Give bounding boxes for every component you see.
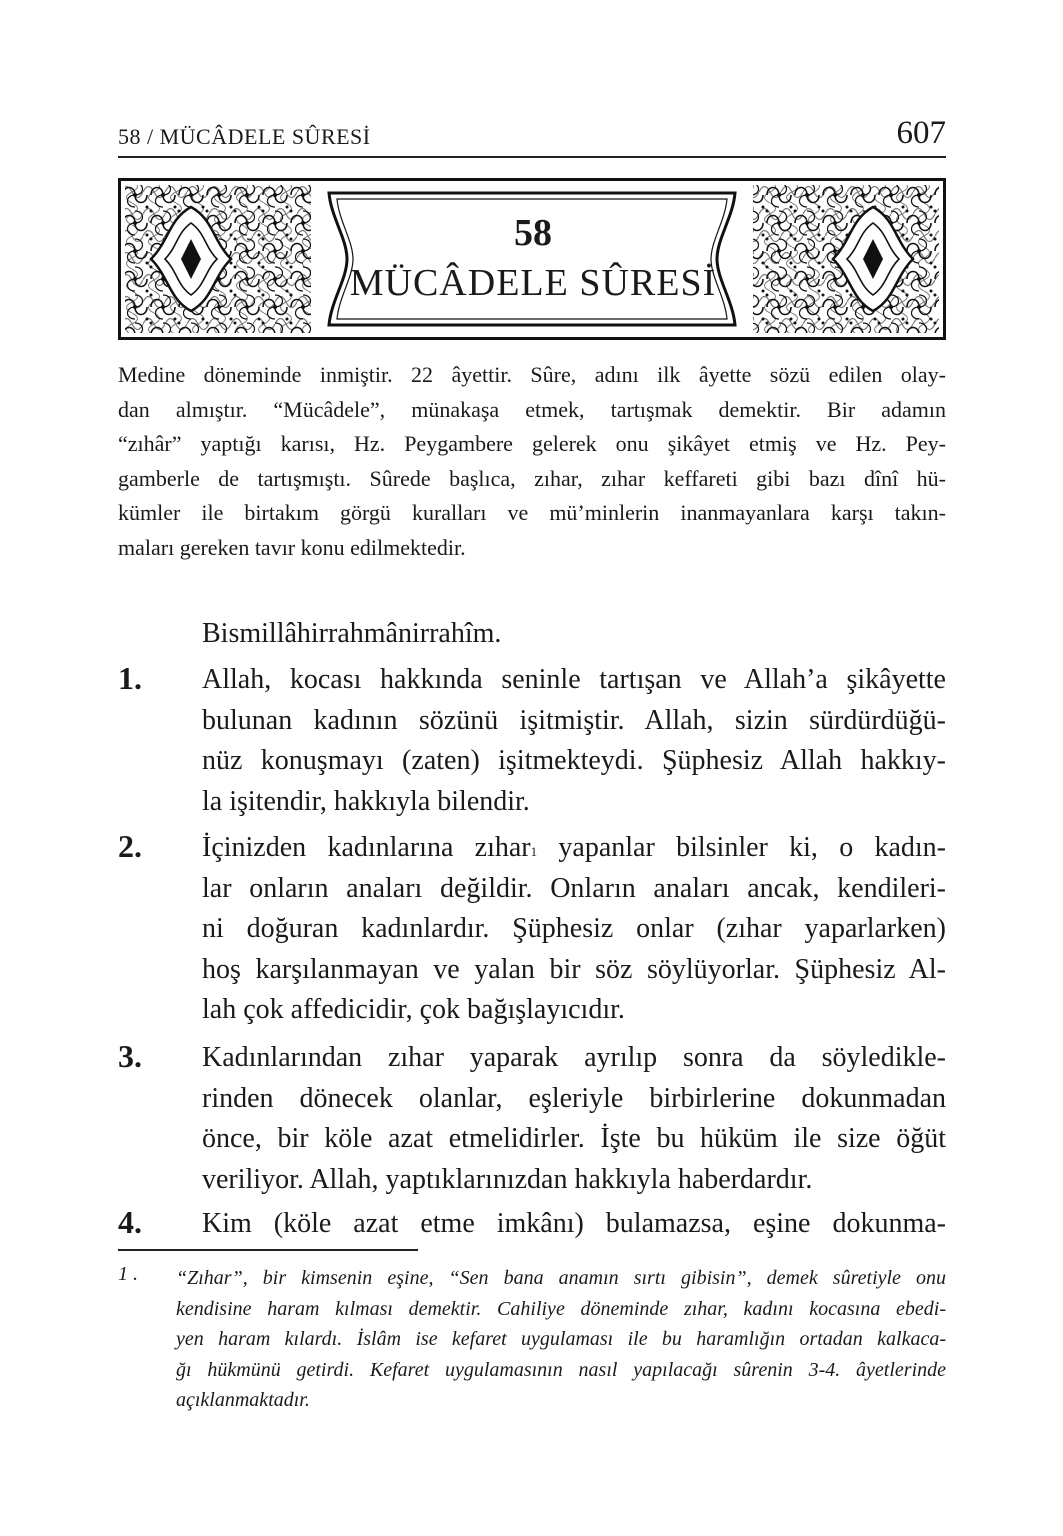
intro-line: maları gereken tavır konu edilmektedir. bbox=[118, 534, 466, 560]
verse-line: Kadınlarından zıhar yaparak ayrılıp sonra da söyledikle- bbox=[202, 1042, 946, 1073]
verse-line: la işitendir, hakkıyla bilendir. bbox=[202, 785, 530, 817]
verse-line-part: İçinizden kadınlarına zıhar bbox=[202, 832, 531, 863]
verse-line: Allah, kocası hakkında seninle tartışan ve Allah’a şikâyette bbox=[202, 664, 946, 695]
verse-text bbox=[202, 1038, 946, 1200]
intro-line: kümler ile birtakım görgü kuralları ve mü’minlerin inanmayanlara karşı takın- bbox=[118, 500, 946, 525]
verse-line: rinden dönecek olanlar, eşleriyle birbirlerine dokunmadan bbox=[202, 1082, 946, 1114]
footnote-divider bbox=[118, 1249, 418, 1251]
sura-title-cartouche bbox=[313, 189, 753, 331]
sura-number: 58 bbox=[514, 212, 552, 254]
footnote-line: açıklanmaktadır. bbox=[176, 1389, 310, 1411]
intro-line: dan almıştır. “Mücâdele”, münakaşa etmek, tartışmak demektir. Bir adamın bbox=[118, 396, 946, 422]
footnote-line: yen haram kılardı. İslâm ise kefaret uygulaması ile bu haramlığın ortadan kalkaca- bbox=[176, 1328, 946, 1350]
verse-line-part: yapanlar bilsinler ki, o kadın- bbox=[537, 832, 946, 863]
verse-text bbox=[202, 828, 946, 1031]
verse-line: Kim (köle azat etme imkânı) bulamazsa, eşine dokunma- bbox=[202, 1208, 946, 1239]
running-header bbox=[118, 116, 946, 158]
verse-line: önce, bir köle azat etmelidirler. İşte bu hüküm ile size öğüt bbox=[202, 1123, 946, 1154]
footnote-line: ğı hükmünü getirdi. Kefaret uygulamasının nasıl yapılacağı sûrenin 3-4. âyetlerinde bbox=[176, 1358, 946, 1381]
sura-banner bbox=[118, 178, 946, 340]
footnote-line: “Zıhar”, bir kimsenin eşine, “Sen bana anamın sırtı gibisin”, demek sûretiyle onu bbox=[176, 1267, 946, 1289]
verse-line: ni doğuran kadınlardır. Şüphesiz onlar (zıhar yaparlarken) bbox=[202, 913, 946, 944]
sura-introduction bbox=[118, 358, 946, 565]
verse-number: 2. bbox=[118, 828, 142, 864]
footnote-text bbox=[176, 1263, 946, 1416]
intro-line: “zıhâr” yaptığı karısı, Hz. Peygambere gelerek onu şikâyet etmiş ve Hz. Pey- bbox=[118, 431, 946, 456]
intro-line: Medine döneminde inmiştir. 22 âyettir. Sûre, adını ilk âyette sözü edilen olay- bbox=[118, 362, 946, 387]
verse-line: lah çok affedicidir, çok bağışlayıcıdır. bbox=[202, 994, 625, 1025]
verse-line: lar onların anaları değildir. Onların anaları ancak, kendileri- bbox=[202, 872, 946, 904]
verse-text bbox=[202, 1204, 946, 1245]
verse-number: 4. bbox=[118, 1204, 142, 1240]
verse-line bbox=[202, 828, 946, 869]
verse-number: 1. bbox=[118, 660, 142, 696]
page-number: 607 bbox=[896, 115, 946, 151]
footnote-line: kendisine haram kılması demektir. Cahiliye döneminde zıhar, kadını kocasına ebedi- bbox=[176, 1297, 946, 1320]
running-title: 58 / MÜCÂDELE SÛRESİ bbox=[118, 124, 371, 149]
verse-line: hoş karşılanmayan ve yalan bir söz söylüyorlar. Şüphesiz Al- bbox=[202, 953, 946, 985]
verse-number: 3. bbox=[118, 1038, 142, 1074]
verse-line: nüz konuşmayı (zaten) işitmekteydi. Şüphesiz Allah hakkıy- bbox=[202, 745, 946, 776]
verse-line: bulunan kadının sözünü işitmiştir. Allah, sizin sürdürdüğü- bbox=[202, 704, 946, 736]
verse-text bbox=[202, 660, 946, 822]
verse-line: veriliyor. Allah, yaptıklarınızdan hakkıyla haberdardır. bbox=[202, 1163, 813, 1195]
footnote-number: 1 . bbox=[118, 1263, 138, 1285]
sura-name: MÜCÂDELE SÛRESİ bbox=[349, 262, 717, 304]
intro-line: gamberle de tartışmıştı. Sûrede başlıca, zıhar, zıhar keffareti gibi bazı dînî hü- bbox=[118, 465, 946, 491]
basmala: Bismillâhirrahmânirrahîm. bbox=[202, 618, 502, 649]
footnote-reference[interactable]: 1 bbox=[530, 844, 538, 859]
